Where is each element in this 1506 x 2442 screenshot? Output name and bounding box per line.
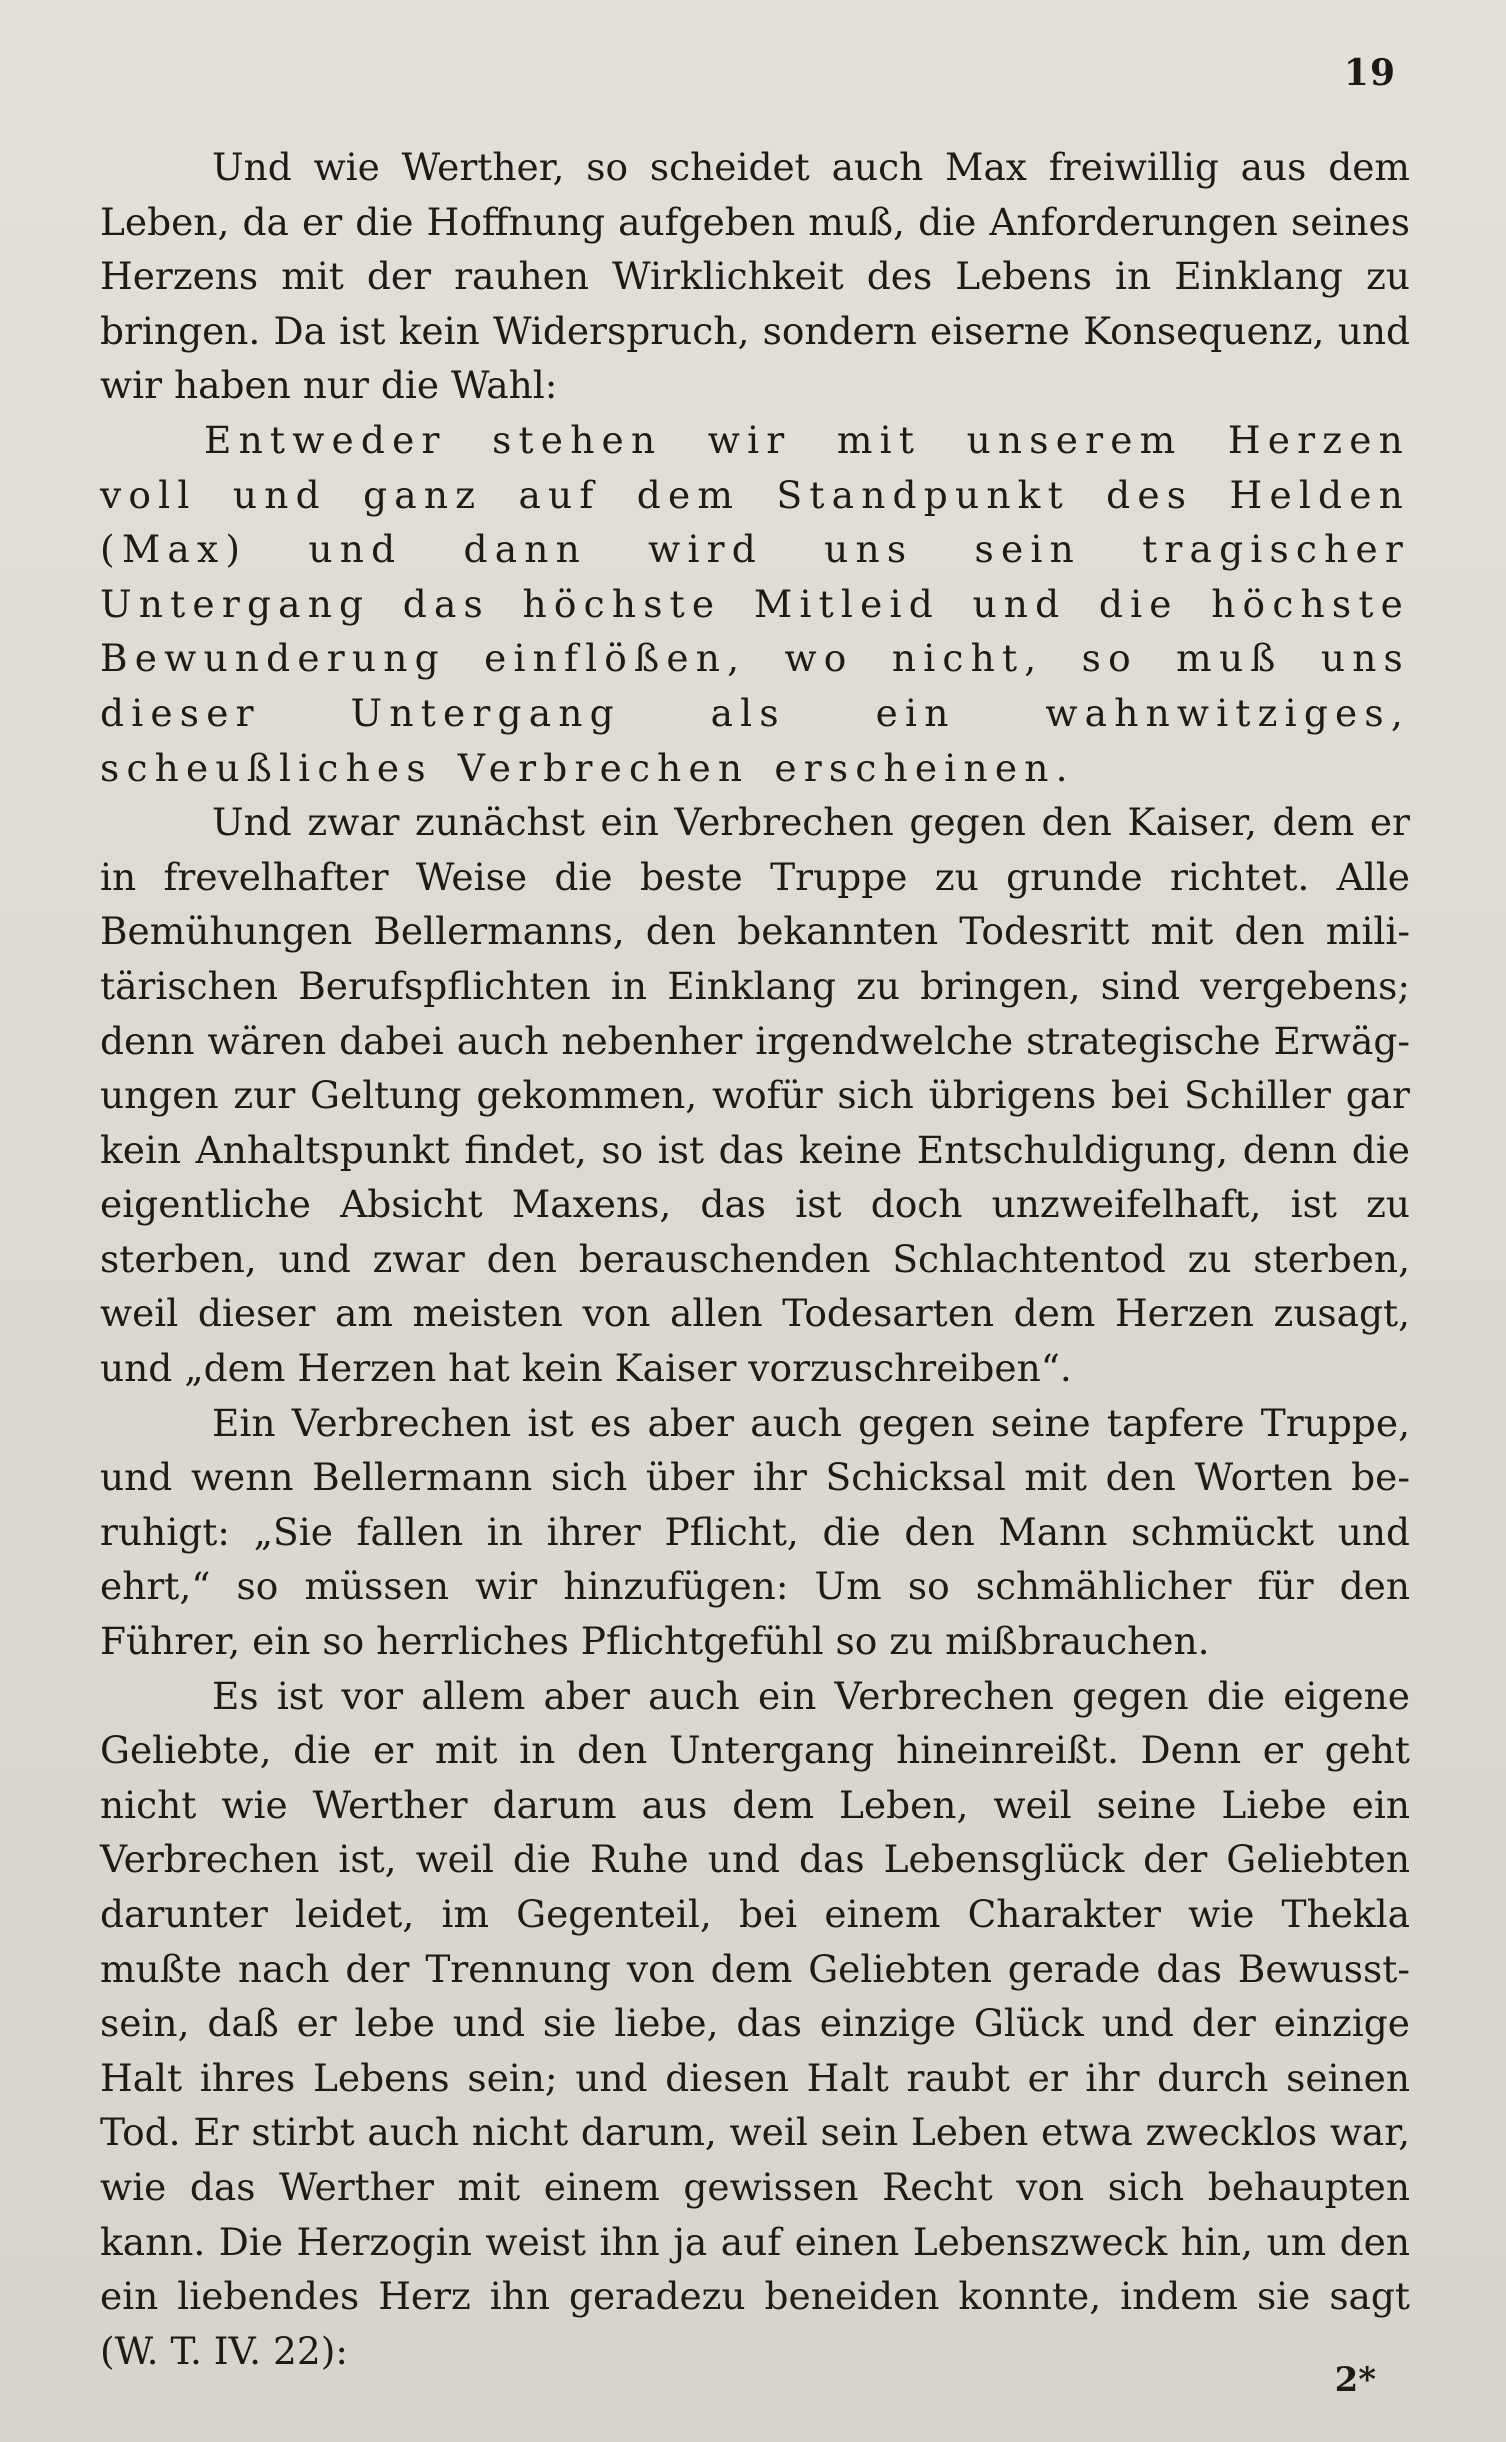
page-number: 19 (1343, 52, 1396, 94)
paragraph-crime-against-troop: Ein Verbrechen ist es aber auch gegen seine tapfere Truppe, und wenn Bellermann sich über ihr Schicksal mit den Worten beruhigt: „Sie fallen in ihrer Pflicht, die den Mann schmückt und ehrt,“ so müssen wir hinzufügen: Um so schmählicher für den Führer, ein so herrliches Pflichtgefühl so zu mißbrauchen. (100, 1400, 1410, 1664)
paragraph-crime-against-beloved: Es ist vor allem aber auch ein Verbrechen gegen die eigene Geliebte, die er mit in den Untergang hineinreißt. Denn er geht nicht wie Werther darum aus dem Leben, weil seine Liebe ein Verbrechen ist, weil die Ruhe und das Lebensglück der Geliebten darunter leidet, im Gegenteil, bei einem Charakter wie Thekla mußte nach der Trennung von dem Geliebten gerade das Bewusstsein, daß er lebe und sie liebe, das einzige Glück und der einzige Halt ihres Lebens sein; und diesen Halt raubt er ihr durch seinen Tod. Er stirbt auch nicht darum, weil sein Leben etwa zwecklos war, wie das Werther mit einem gewissen Recht von sich behaupten kann. Die Herzogin weist ihn ja auf einen Lebenszweck hin, um den ein liebendes Herz ihn geradezu beneiden konnte, indem sie sagt (W. T. IV. 22): (100, 1673, 1410, 2373)
printer-signature-mark: 2* (1334, 2360, 1376, 2400)
paragraph-crime-against-emperor: Und zwar zunächst ein Verbrechen gegen den Kaiser, dem er in frevelhafter Weise die beste Truppe zu grunde richtet. Alle Bemühungen Bellermanns, den bekannten Todesritt mit den militärischen Berufspflichten in Einklang zu bringen, sind vergebens; denn wären dabei auch nebenher irgendwelche strategische Erwägungen zur Geltung gekommen, wofür sich übrigens bei Schiller gar kein Anhaltspunkt findet, so ist das keine Entschuldigung, denn die eigentliche Absicht Maxens, das ist doch unzweifelhaft, ist zu sterben, und zwar den berauschenden Schlachtentod zu sterben, weil dieser am meisten von allen Todesarten dem Herzen zusagt, und „dem Herzen hat kein Kaiser vorzuschreiben“. (100, 800, 1410, 1391)
body-text (100, 140, 1410, 2378)
paragraph-werther-comparison: Und wie Werther, so scheidet auch Max freiwillig aus dem Leben, da er die Hoffnung aufgeben muß, die Anforderungen seines Herzens mit der rauhen Wirklichkeit des Lebens in Einklang zu bringen. Da ist kein Widerspruch, sondern eiserne Konsequenz, und wir haben nur die Wahl: (100, 145, 1410, 408)
paragraph-spaced-thesis: Entweder stehen wir mit unserem Herzen voll und ganz auf dem Standpunkt des Helden (Max) und dann wird uns sein tragischer Untergang das höchste Mitleid und die höchste Bewunderung einflößen, wo nicht, so muß uns dieser Untergang als ein wahnwitziges, scheußliches Verbrechen erscheinen. (100, 417, 1410, 790)
